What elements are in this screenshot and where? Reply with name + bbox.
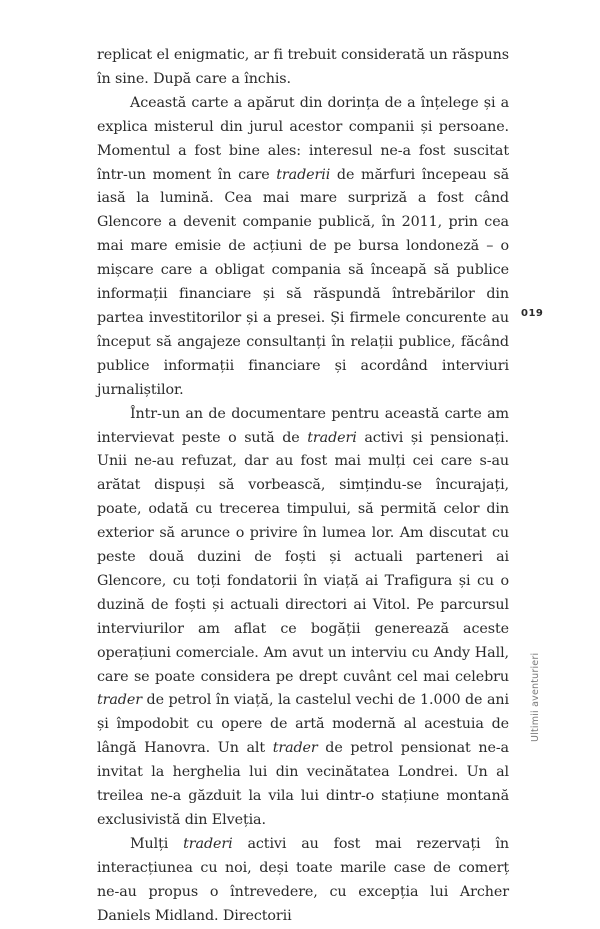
italic-term: trader bbox=[97, 692, 142, 709]
body-text bbox=[97, 44, 509, 929]
page-number: 019 bbox=[521, 308, 544, 319]
text-run: replicat el enigmatic, ar fi trebuit considerată un răspuns în sine. După care a închis. bbox=[97, 47, 509, 87]
paragraph bbox=[97, 833, 509, 929]
text-run: activi au fost mai rezervați în interacțiunea cu noi, deși toate marile case de comerț ne-au propus o întrevedere, cu excepția lui Archer Daniels Midland. Directorii bbox=[97, 835, 509, 924]
paragraph bbox=[97, 44, 509, 92]
text-run: Această carte a apărut din dorința de a înțelege și a explica misterul din jurul acestor companii și persoane. Momentul a fost bine ales: interesul ne-a fost suscitat într-un moment în care bbox=[97, 94, 509, 183]
italic-term: traderi bbox=[307, 429, 357, 446]
paragraph bbox=[97, 92, 509, 403]
text-run: Într-un an de documentare pentru această carte am intervievat peste o sută de bbox=[97, 405, 509, 446]
text-run: de mărfuri începeau să iasă la lumină. Cea mai mare surpriză a fost când Glencore a devenit companie publică, în 2011, prin cea mai mare emisie de acțiuni de pe bursa londoneză – o mișcare care a obligat compania să înceapă să publice informații financiare și să răspundă întrebărilor din partea investitorilor și a presei. Și firmele concurente au început să angajeze consultanți în relații publice, făcând publice informații financiare și acordând interviuri jurnaliștilor. bbox=[97, 166, 509, 398]
italic-term: traderii bbox=[276, 166, 331, 183]
italic-term: traderi bbox=[183, 835, 233, 852]
paragraph bbox=[97, 403, 509, 833]
text-run: de petrol în viață, la castelul vechi de 1.000 de ani și împodobit cu opere de artă modernă al acestuia de lângă Hanovra. Un alt bbox=[97, 692, 509, 757]
running-head: Ultimii aventurieri bbox=[530, 652, 541, 742]
italic-term: trader bbox=[272, 740, 318, 757]
text-run: activi și pensionați. Unii ne-au refuzat, dar au fost mai mulți cei care s-au arătat dispuși să vorbească, simțindu-se încurajați, poate, odată cu trecerea timpului, să permită celor din exterior să arunce o privire în lumea lor. Am discutat cu peste două duzini de foști și actuali parteneri ai Glencore, cu toți fondatorii în viață ai Trafigura și cu o duzină de foști și actuali directori ai Vitol. Pe parcursul interviurilor am aflat ce bogății generează aceste operațiuni comerciale. Am avut un interviu cu Andy Hall, care se poate considera pe drept cuvânt cel mai celebru bbox=[97, 429, 509, 685]
text-run: de petrol pensionat ne-a invitat la herghelia lui din vecinătatea Londrei. Un al treilea ne-a găzduit la vila lui dintr-o stațiune montană exclusivistă din Elveția. bbox=[97, 740, 509, 828]
text-run: Mulți bbox=[130, 835, 184, 852]
